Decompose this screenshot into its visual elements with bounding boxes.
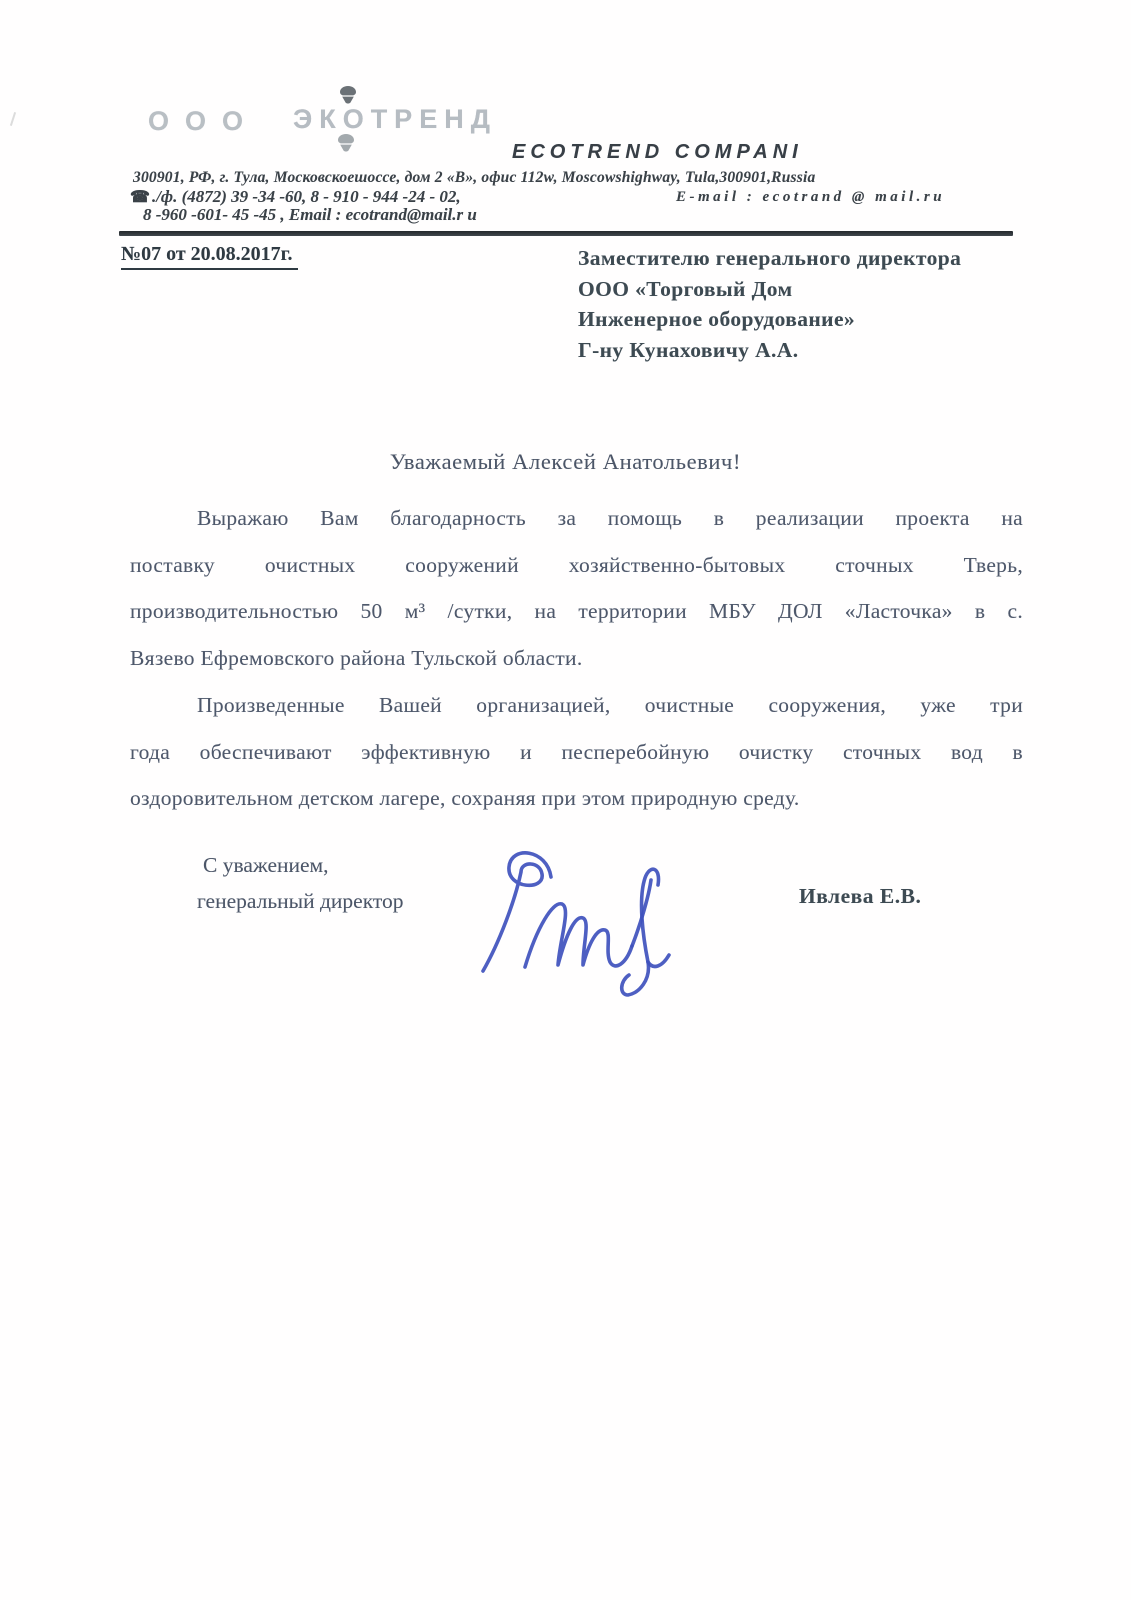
body-line: производительностью 50 м³ /сутки, на территории МБУ ДОЛ «Ласточка» в с. xyxy=(130,599,1023,623)
phone-icon: ☎ xyxy=(130,189,150,206)
recipient-line: ООО «Торговый Дом xyxy=(578,276,793,301)
acorn-icon xyxy=(336,85,360,104)
signee-name: Ивлева Е.В. xyxy=(799,884,922,908)
body-line: Произведенные Вашей организацией, очистные сооружения, уже три xyxy=(197,693,1023,717)
logo-ooo-text: ООО xyxy=(148,106,260,136)
recipient-line: Г-ну Кунаховичу А.А. xyxy=(578,337,799,362)
closing-job-title: генеральный директор xyxy=(197,889,404,913)
phone-fax-numbers: ./ф. (4872) 39 -34 -60, 8 - 910 - 944 -24 - 02, xyxy=(151,187,461,206)
reference-number-date: №07 от 20.08.2017г. xyxy=(121,243,298,270)
phone-fax-line xyxy=(130,187,461,207)
phone-email-line: 8 -960 -601- 45 -45 , Email : ecotrand@mail.r u xyxy=(143,205,477,224)
body-paragraph-1 xyxy=(130,495,1023,681)
letterhead-divider xyxy=(119,231,1013,236)
body-paragraph-2 xyxy=(130,682,1023,822)
company-address: 300901, РФ, г. Тула, Московскоешоссе, дом 2 «В», офис 112w, Moscowshighway, Tula,300901,Russia xyxy=(133,169,816,186)
body-line: Вязево Ефремовского района Тульской области. xyxy=(130,645,583,670)
body-line: Выражаю Вам благодарность за помощь в реализации проекта на xyxy=(197,506,1023,530)
closing-regards: С уважением, xyxy=(203,853,329,877)
salutation: Уважаемый Алексей Анатольевич! xyxy=(389,449,742,474)
acorn-icon xyxy=(334,133,358,152)
body-line: года обеспечивают эффективную и песперебойную очистку сточных вод в xyxy=(130,739,1023,764)
handwritten-signature xyxy=(455,833,745,998)
body-line: поставку очистных сооружений хозяйственно-бытовых сточных Тверь, xyxy=(130,552,1023,577)
recipient-line: Инженерное оборудование» xyxy=(578,307,856,331)
company-name-en: ECOTREND COMPANI xyxy=(512,141,803,163)
logo-company-text: ЭКОТРЕНД xyxy=(293,104,497,134)
recipient-block xyxy=(578,243,1038,365)
body-line: оздоровительном детском лагере, сохраняя при этом природную среду. xyxy=(130,786,800,810)
email-address-right: E-mail : ecotrand @ mail.ru xyxy=(676,189,946,205)
scan-artifact-mark xyxy=(10,112,16,126)
recipient-line: Заместителю генерального директора xyxy=(578,246,962,270)
